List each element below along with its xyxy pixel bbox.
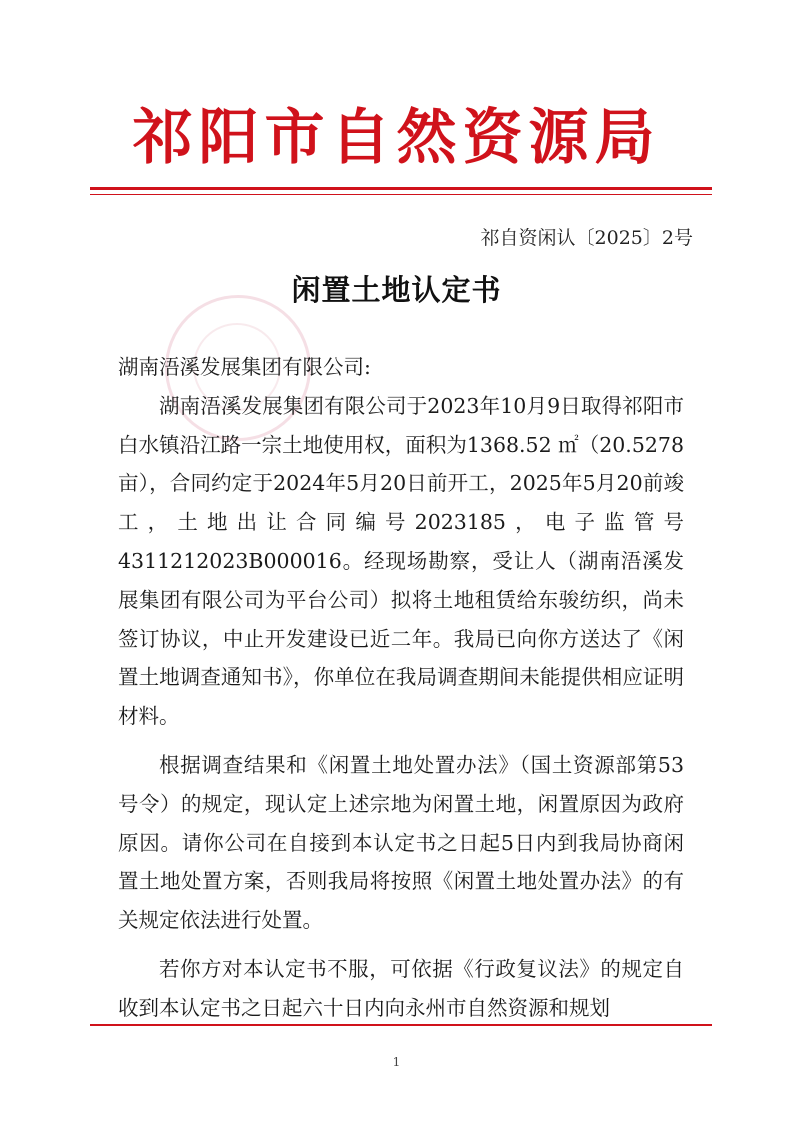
footer-red-rule bbox=[90, 1024, 712, 1026]
addressee: 湖南浯溪发展集团有限公司: bbox=[118, 355, 371, 379]
body-paragraph-3: 若你方对本认定书不服，可依据《行政复议法》的规定自收到本认定书之日起六十日内向永州市自然资源和规划 bbox=[118, 956, 684, 1020]
header-red-rule-thick bbox=[90, 187, 712, 190]
document-number: 祁自资闲认〔2025〕2号 bbox=[480, 227, 693, 249]
body-paragraph-1: 湖南浯溪发展集团有限公司于2023年10月9日取得祁阳市白水镇沿江路一宗土地使用权，面积为1368.52 ㎡（20.5278亩），合同约定于2024年5月20日前开工，2025年5月20前竣工，土地出让合同编号2023185，电子监管号4311212023B000016。经现场勘察，受让人（湖南浯溪发展集团有限公司为平台公司）拟将土地租赁给东骏纺织，尚未签订协议，中止开发建设已近二年。我局已向你方送达了《闲置土地调查通知书》，你单位在我局调查期间未能提供相应证明材料。 bbox=[118, 393, 684, 729]
header-red-rule-thin bbox=[90, 194, 712, 195]
document-body bbox=[118, 348, 684, 1028]
organization-header: 祁阳市自然资源局 bbox=[132, 103, 661, 173]
document-title: 闲置土地认定书 bbox=[291, 273, 502, 307]
page-number: 1 bbox=[392, 1055, 401, 1069]
body-paragraph-2: 根据调查结果和《闲置土地处置办法》（国土资源部第53号令）的规定，现认定上述宗地为闲置土地，闲置原因为政府原因。请你公司在自接到本认定书之日起5日内到我局协商闲置土地处置方案，否则我局将按照《闲置土地处置办法》的有关规定依法进行处置。 bbox=[118, 752, 684, 933]
